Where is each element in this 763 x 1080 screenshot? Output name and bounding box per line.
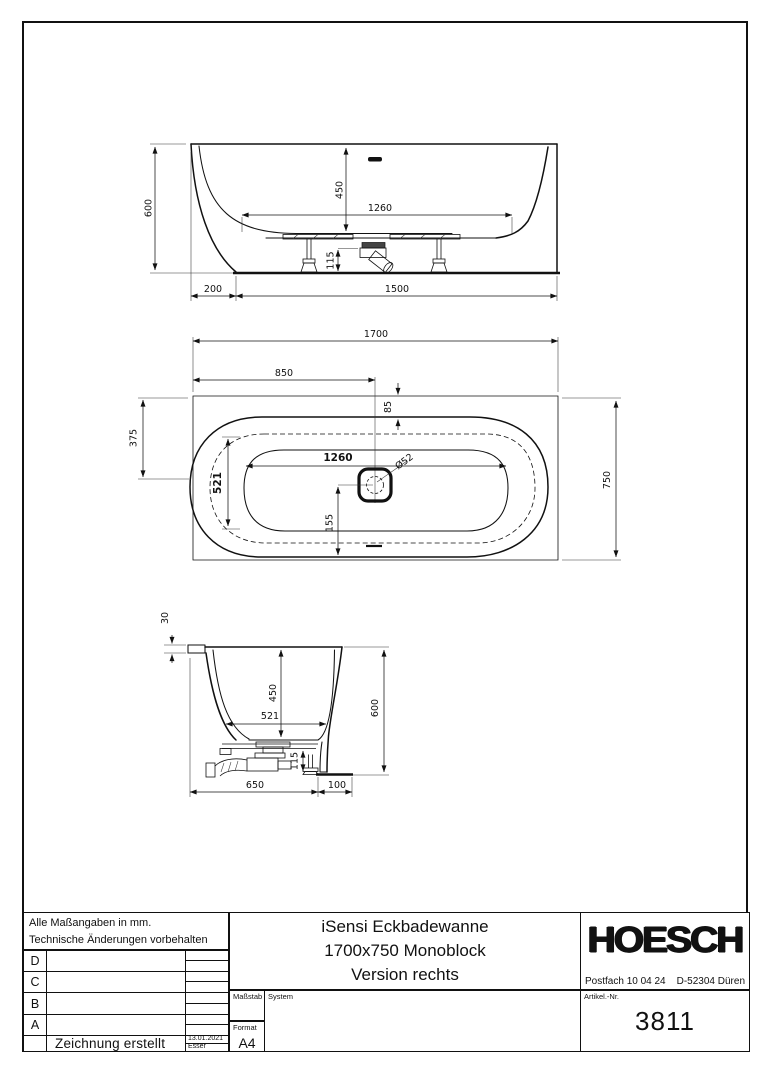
revision-meta-d	[185, 950, 229, 972]
side-right-inner-wall	[318, 650, 335, 740]
created-row-letter-cell	[23, 1035, 47, 1052]
plan-view	[129, 329, 622, 560]
revision-desc-d	[46, 950, 186, 972]
plan-inner-rim	[244, 450, 508, 531]
created-meta	[185, 1035, 229, 1052]
front-elevation-view	[144, 144, 561, 301]
dim-side-inner-depth: 450	[268, 683, 279, 703]
front-right-inner-wall	[496, 147, 548, 238]
revision-desc-a	[46, 1014, 186, 1036]
title-line-2: 1700x750 Monoblock	[324, 941, 486, 960]
dim-plan-overall-length: 1700	[363, 329, 389, 340]
side-left-inner-wall	[213, 650, 249, 739]
dim-front-base-length: 1500	[384, 284, 410, 295]
side-rim-step	[188, 645, 205, 653]
drawing-title	[229, 912, 581, 990]
brand-logo: HOESCH	[587, 920, 743, 961]
article-cell	[580, 990, 750, 1052]
scale-cell	[229, 990, 265, 1021]
dim-front-inner-depth: 450	[334, 180, 346, 200]
created-label: Zeichnung erstellt	[46, 1035, 186, 1052]
system-label: System	[268, 992, 294, 1001]
dim-front-trap-height: 115	[325, 251, 337, 270]
brand-address	[585, 976, 745, 987]
revision-meta-a	[185, 1014, 229, 1036]
address-left: Postfach 10 04 24	[585, 976, 666, 987]
revision-desc-c	[46, 971, 186, 993]
article-label: Artikel.-Nr.	[584, 992, 620, 1001]
front-left-apron	[191, 144, 236, 272]
side-drain-trap	[206, 742, 291, 777]
dim-side-base-width: 650	[245, 780, 265, 791]
front-overflow-slot	[368, 157, 382, 162]
dim-side-wall-offset: 100	[327, 780, 347, 791]
dim-side-height: 600	[370, 698, 381, 718]
dim-side-rim-height: 30	[160, 611, 171, 625]
system-cell	[264, 990, 581, 1052]
dim-side-trap-height: 115	[289, 751, 301, 771]
dim-plan-drain-offset: 155	[324, 513, 336, 533]
format-label: Format	[233, 1023, 257, 1032]
format-value: A4	[238, 1035, 256, 1051]
title-line-3: Version rechts	[351, 965, 459, 984]
dim-front-height: 600	[143, 198, 155, 218]
note-line-1: Alle Maßangaben in mm.	[29, 917, 152, 929]
dim-plan-inner-width: 521	[212, 472, 224, 494]
revision-desc-b	[46, 992, 186, 1015]
front-drain-trap	[360, 243, 395, 275]
dim-front-inner-length: 1260	[367, 203, 393, 214]
scale-label: Maßstab	[233, 992, 263, 1001]
created-by: Esser	[188, 1043, 206, 1051]
revision-letter-a: A	[23, 1014, 47, 1036]
note-line-2: Technische Änderungen vorbehalten	[29, 934, 208, 946]
dim-side-inner-width: 521	[260, 711, 280, 722]
side-dimensions	[160, 612, 389, 797]
dim-plan-center-offset: 850	[274, 368, 294, 379]
brand-cell	[580, 912, 750, 990]
dim-plan-left-width: 375	[128, 428, 140, 448]
dim-front-left-offset: 200	[203, 284, 223, 295]
revision-meta-c	[185, 971, 229, 993]
revision-letter-d: D	[23, 950, 47, 972]
side-elevation-view	[160, 612, 389, 797]
article-number: 3811	[635, 1006, 695, 1036]
side-right-wall-foot	[320, 742, 327, 772]
revision-meta-b	[185, 992, 229, 1015]
tolerance-note	[23, 912, 229, 950]
dim-plan-inner-length: 1260	[323, 452, 353, 464]
created-date: 13.01.2021	[186, 1036, 228, 1044]
title-line-1: iSensi Eckbadewanne	[321, 917, 489, 936]
dim-plan-overall-width: 750	[602, 470, 613, 490]
format-cell	[229, 1021, 265, 1052]
front-left-foot	[301, 239, 317, 272]
front-inner-bowl	[199, 146, 452, 234]
dim-plan-rim-inset: 85	[383, 400, 394, 414]
front-right-foot	[431, 239, 447, 272]
plan-outer-rect	[193, 396, 558, 560]
address-right: D-52304 Düren	[676, 976, 745, 987]
revision-letter-c: C	[23, 971, 47, 993]
revision-letter-b: B	[23, 992, 47, 1015]
dim-plan-drain-diameter: Ø52	[393, 451, 416, 473]
